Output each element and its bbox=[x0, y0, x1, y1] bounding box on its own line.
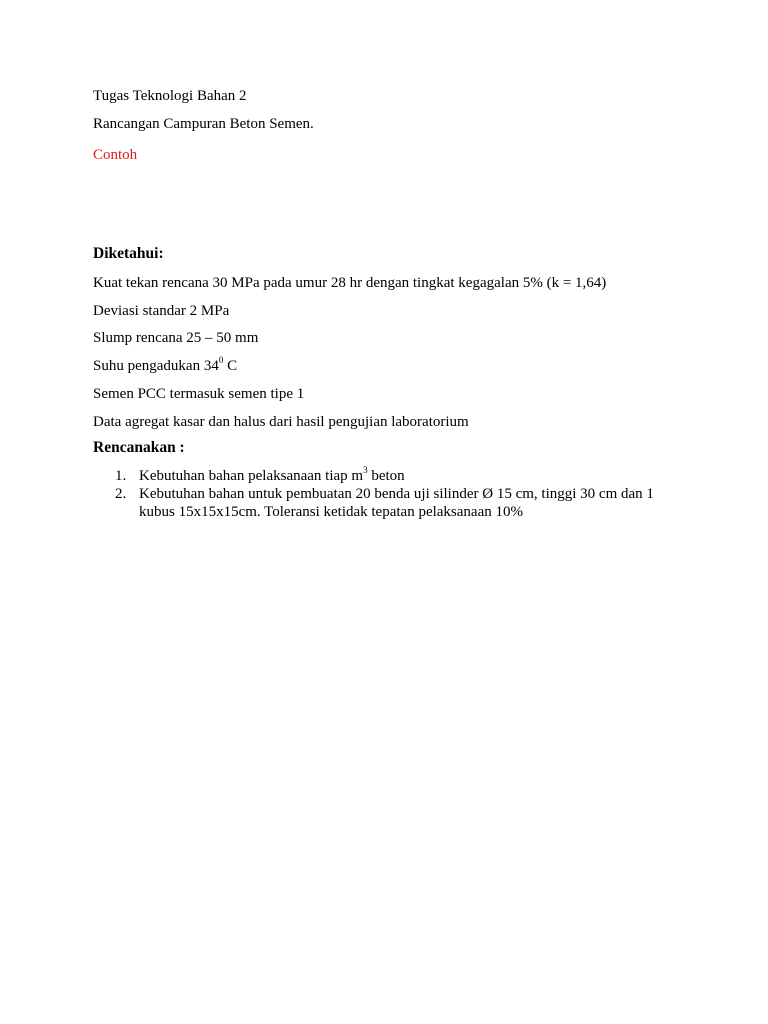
plan-list bbox=[93, 467, 693, 521]
list-item-number: 2. bbox=[115, 486, 127, 502]
document-subtitle: Rancangan Campuran Beton Semen. bbox=[93, 116, 314, 132]
temperature-text: Suhu pengadukan 34 bbox=[93, 358, 219, 374]
list-item bbox=[93, 485, 693, 521]
plan-heading: Rencanakan : bbox=[93, 439, 185, 456]
list-item-text-continued: kubus 15x15x15cm. Toleransi ketidak tepatan pelaksanaan 10% bbox=[139, 504, 523, 520]
list-item bbox=[93, 467, 693, 485]
list-item-text: Kebutuhan bahan pelaksanaan tiap m bbox=[139, 468, 364, 484]
temperature-superscript: 0 bbox=[218, 355, 224, 365]
document-title: Tugas Teknologi Bahan 2 bbox=[93, 88, 247, 104]
list-item-text-suffix: beton bbox=[367, 468, 405, 484]
known-line-temperature bbox=[93, 357, 237, 375]
list-item-text: Kebutuhan bahan untuk pembuatan 20 benda uji silinder Ø 15 cm, tinggi 30 cm dan 1 bbox=[139, 486, 654, 502]
example-label: Contoh bbox=[93, 147, 138, 163]
known-line-strength: Kuat tekan rencana 30 MPa pada umur 28 hr dengan tingkat kegagalan 5% (k = 1,64) bbox=[93, 275, 607, 291]
known-line-deviation: Deviasi standar 2 MPa bbox=[93, 303, 230, 319]
known-line-slump: Slump rencana 25 – 50 mm bbox=[93, 330, 259, 346]
known-line-cement: Semen PCC termasuk semen tipe 1 bbox=[93, 386, 305, 402]
list-item-superscript: 3 bbox=[363, 465, 368, 475]
known-line-aggregate: Data agregat kasar dan halus dari hasil pengujian laboratorium bbox=[93, 414, 469, 430]
temperature-unit: C bbox=[223, 358, 238, 374]
list-item-number: 1. bbox=[115, 468, 127, 484]
known-heading: Diketahui: bbox=[93, 245, 164, 262]
